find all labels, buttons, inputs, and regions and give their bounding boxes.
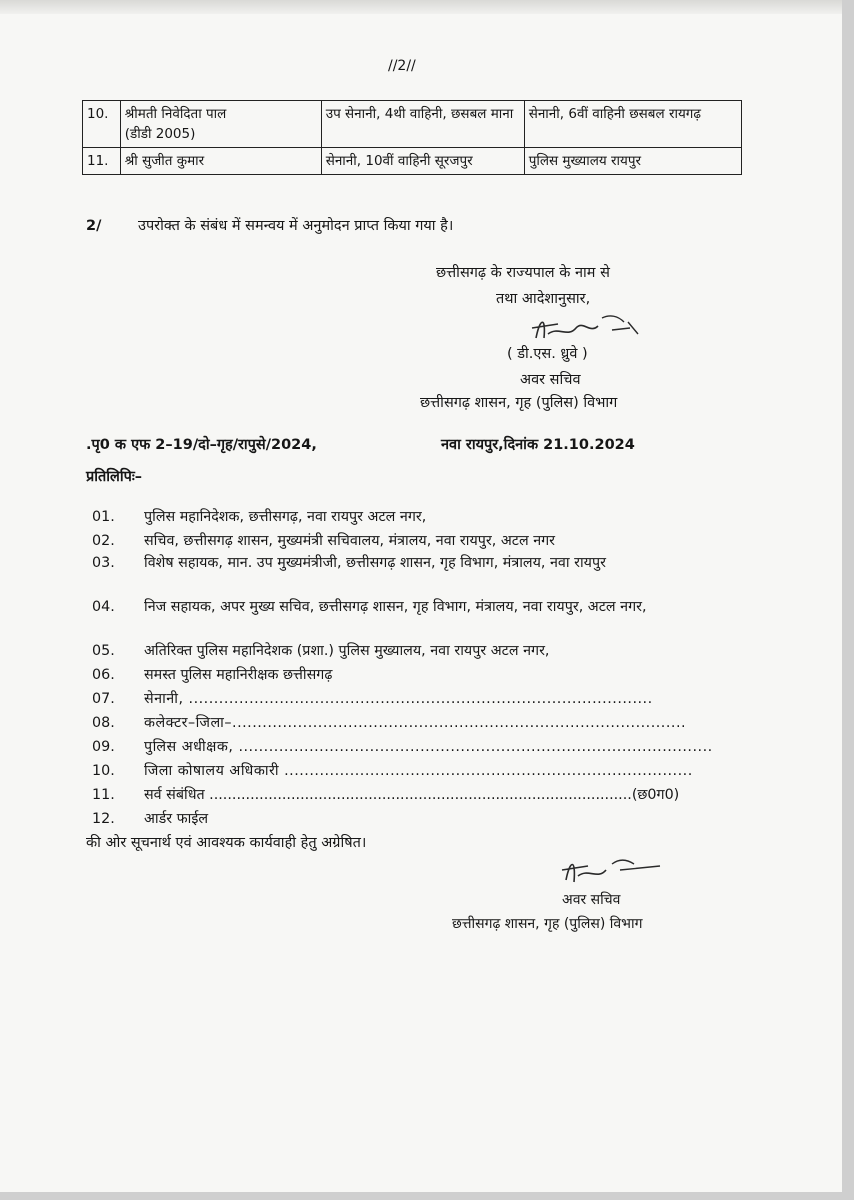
list-item: 03. विशेष सहायक, मान. उप मुख्यमंत्रीजी, छत्तीसगढ़ शासन, गृह विभाग, मंत्रालय, नवा रायपुर [92, 555, 606, 571]
table-row [83, 101, 742, 148]
paragraph-text: उपरोक्त के संबंध में समन्वय में अनुमोदन प्राप्त किया गया है। [138, 218, 454, 234]
new-posting-cell: सेनानी, 6वीं वाहिनी छसबल रायगढ़ [524, 101, 741, 148]
signatory-post: अवर सचिव [520, 372, 581, 388]
list-item: 02. सचिव, छत्तीसगढ़ शासन, मुख्यमंत्री सचिवालय, मंत्रालय, नवा रायपुर, अटल नगर [92, 533, 556, 549]
scan-edge [0, 0, 842, 14]
paragraph-number: 2/ [86, 218, 102, 234]
list-item: 05. अतिरिक्त पुलिस महानिदेशक (प्रशा.) पुलिस मुख्यालय, नवा रायपुर अटल नगर, [92, 643, 550, 659]
officer-cell [120, 101, 321, 148]
current-posting-cell: सेनानी, 10वीं वाहिनी सूरजपुर [321, 148, 524, 175]
closing-line: की ओर सूचनार्थ एवं आवश्यक कार्यवाही हेतु अग्रेषित। [86, 835, 367, 851]
authority-line-1: छत्तीसगढ़ के राज्यपाल के नाम से [436, 265, 610, 281]
list-item: 11. सर्व संबंधित .............................................................................................(छ0ग0) [92, 787, 680, 803]
list-item: 10. जिला कोषालय अधिकारी ................................................................................. [92, 763, 693, 779]
copy-heading: प्रतिलिपिः– [86, 469, 143, 485]
table-row [83, 148, 742, 175]
paragraph-2 [86, 215, 453, 235]
officer-batch: (डीडी 2005) [124, 126, 196, 142]
transfer-table [82, 100, 742, 175]
page-number: //2// [388, 58, 416, 74]
list-item: 01. पुलिस महानिदेशक, छत्तीसगढ़, नवा रायपुर अटल नगर, [92, 509, 427, 525]
signature-icon [560, 852, 680, 892]
reference-number: .पृ0 क एफ 2–19/दो–गृह/रापुसे/2024, [86, 437, 317, 453]
authority-block [436, 260, 610, 312]
signatory2-post: अवर सचिव [562, 892, 621, 908]
list-item: 06. समस्त पुलिस महानिरीक्षक छत्तीसगढ़ [92, 667, 333, 683]
signatory-name: ( डी.एस. ध्रुवे ) [507, 346, 588, 362]
list-item: 08. कलेक्टर–जिला–.......................................................................................... [92, 715, 687, 731]
list-item: 09. पुलिस अधीक्षक, .............................................................................................. [92, 739, 713, 755]
new-posting-cell: पुलिस मुख्यालय रायपुर [524, 148, 741, 175]
list-item: 07. सेनानी, ............................................................................................ [92, 691, 653, 707]
list-item: 12. आर्डर फाईल [92, 811, 209, 827]
list-item: 04. निज सहायक, अपर मुख्य सचिव, छत्तीसगढ़ शासन, गृह विभाग, मंत्रालय, नवा रायपुर, अटल नगर, [92, 599, 647, 615]
officer-cell [120, 148, 321, 175]
signatory-department: छत्तीसगढ़ शासन, गृह (पुलिस) विभाग [420, 395, 618, 411]
officer-name: श्रीमती निवेदिता पाल [124, 106, 227, 122]
signature-icon [528, 308, 648, 348]
serial-cell: 10. [83, 101, 121, 148]
authority-line-2: तथा आदेशानुसार, [496, 291, 591, 307]
signatory2-department: छत्तीसगढ़ शासन, गृह (पुलिस) विभाग [452, 916, 643, 932]
current-posting-cell: उप सेनानी, 4थी वाहिनी, छसबल माना [321, 101, 524, 148]
officer-name: श्री सुजीत कुमार [124, 153, 205, 169]
serial-cell: 11. [83, 148, 121, 175]
reference-date: नवा रायपुर,दिनांक 21.10.2024 [441, 437, 635, 453]
